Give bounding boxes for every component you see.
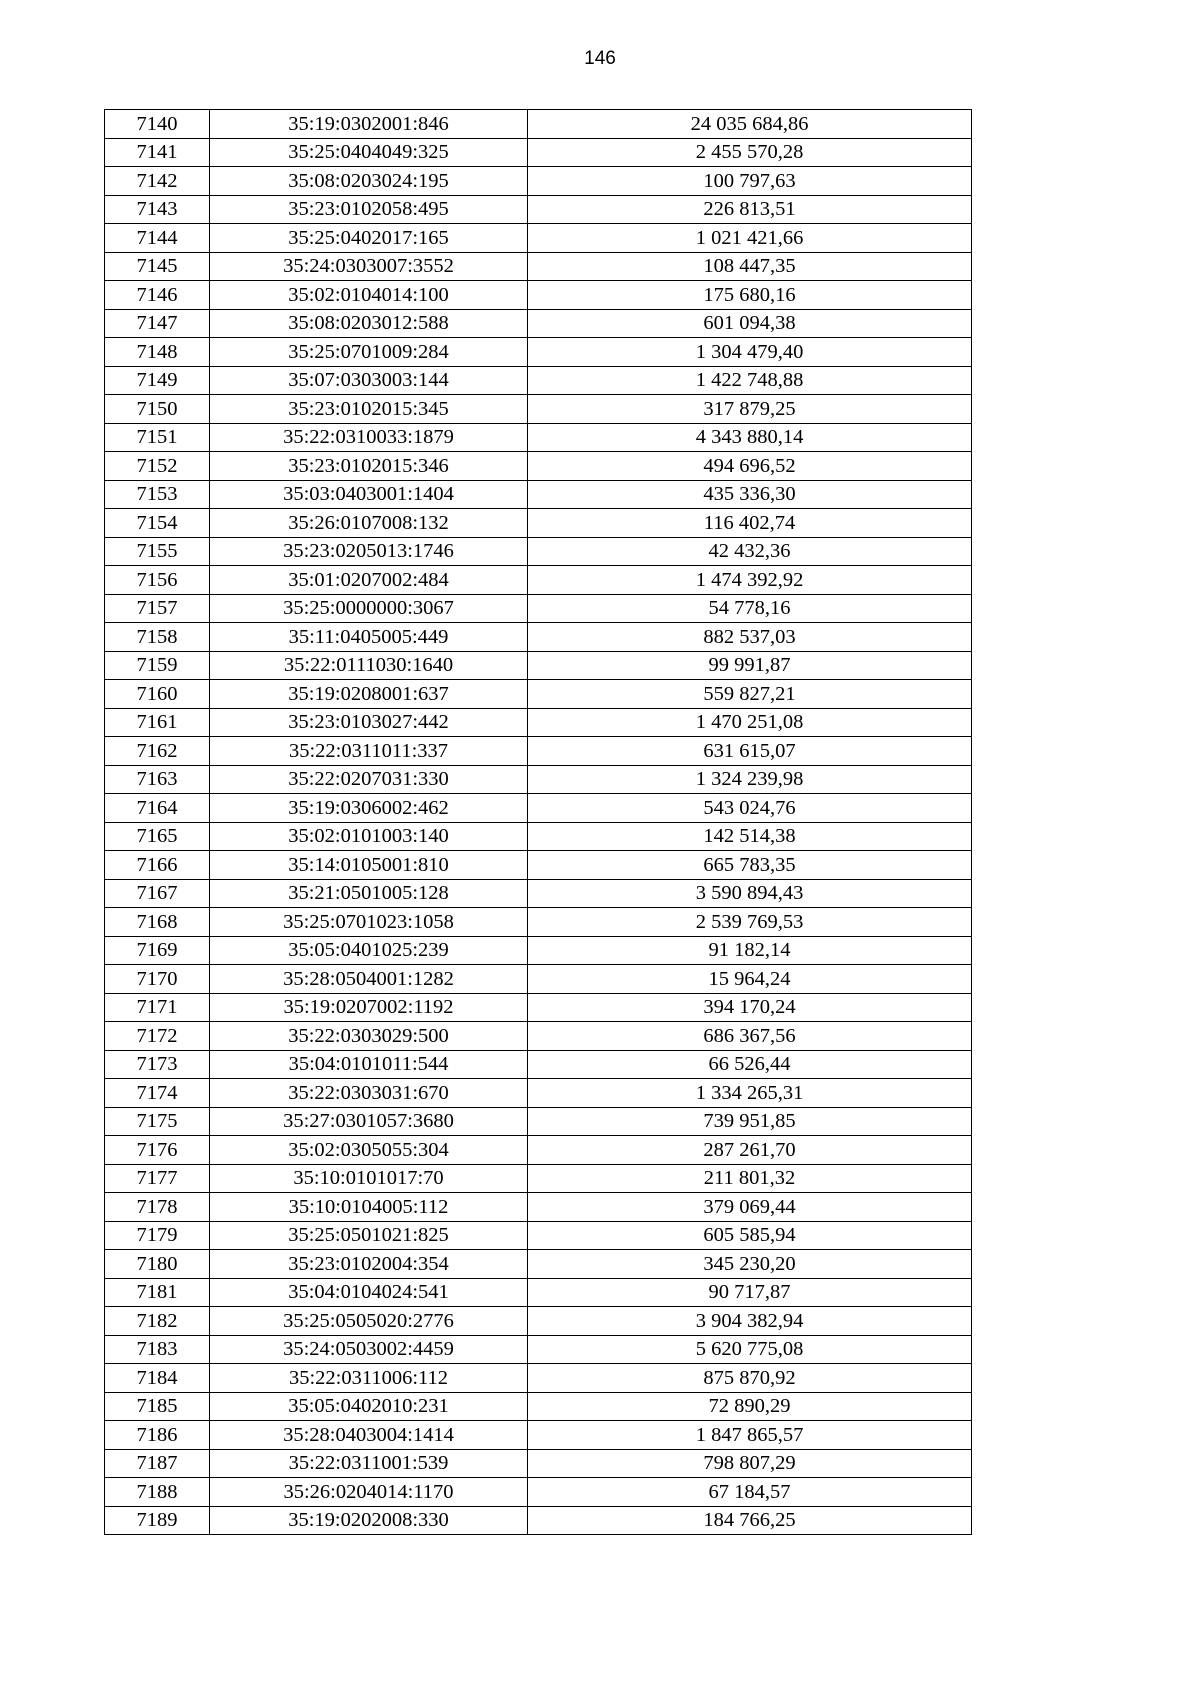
value-cell: 91 182,14 [528, 936, 972, 965]
value-cell: 882 537,03 [528, 623, 972, 652]
row-number-cell: 7189 [105, 1506, 210, 1535]
cadastral-number-cell: 35:21:0501005:128 [210, 879, 528, 908]
table-row [105, 851, 972, 880]
row-number-cell: 7180 [105, 1250, 210, 1279]
row-number-cell: 7158 [105, 623, 210, 652]
cadastral-number-cell: 35:19:0306002:462 [210, 794, 528, 823]
value-cell: 1 334 265,31 [528, 1079, 972, 1108]
table-row [105, 395, 972, 424]
value-cell: 24 035 684,86 [528, 110, 972, 139]
value-cell: 631 615,07 [528, 737, 972, 766]
row-number-cell: 7170 [105, 965, 210, 994]
row-number-cell: 7163 [105, 765, 210, 794]
table-row [105, 1193, 972, 1222]
value-cell: 394 170,24 [528, 993, 972, 1022]
cadastral-number-cell: 35:25:0501021:825 [210, 1221, 528, 1250]
table-row [105, 566, 972, 595]
cadastral-number-cell: 35:26:0204014:1170 [210, 1478, 528, 1507]
cadastral-number-cell: 35:19:0302001:846 [210, 110, 528, 139]
table-row [105, 1022, 972, 1051]
value-cell: 3 590 894,43 [528, 879, 972, 908]
value-cell: 54 778,16 [528, 594, 972, 623]
table-row [105, 309, 972, 338]
table-row [105, 1250, 972, 1279]
cadastral-number-cell: 35:24:0303007:3552 [210, 252, 528, 281]
value-cell: 1 021 421,66 [528, 224, 972, 253]
value-cell: 2 539 769,53 [528, 908, 972, 937]
row-number-cell: 7184 [105, 1364, 210, 1393]
table-row [105, 936, 972, 965]
cadastral-number-cell: 35:05:0401025:239 [210, 936, 528, 965]
value-cell: 435 336,30 [528, 480, 972, 509]
cadastral-number-cell: 35:04:0104024:541 [210, 1278, 528, 1307]
row-number-cell: 7185 [105, 1392, 210, 1421]
table-row [105, 879, 972, 908]
cadastral-number-cell: 35:10:0101017:70 [210, 1164, 528, 1193]
table-row [105, 993, 972, 1022]
row-number-cell: 7150 [105, 395, 210, 424]
table-row [105, 1392, 972, 1421]
cadastral-number-cell: 35:05:0402010:231 [210, 1392, 528, 1421]
value-cell: 665 783,35 [528, 851, 972, 880]
cadastral-number-cell: 35:28:0504001:1282 [210, 965, 528, 994]
row-number-cell: 7171 [105, 993, 210, 1022]
row-number-cell: 7172 [105, 1022, 210, 1051]
cadastral-number-cell: 35:19:0207002:1192 [210, 993, 528, 1022]
cadastral-number-cell: 35:23:0102058:495 [210, 195, 528, 224]
table-row [105, 1107, 972, 1136]
row-number-cell: 7179 [105, 1221, 210, 1250]
row-number-cell: 7176 [105, 1136, 210, 1165]
row-number-cell: 7178 [105, 1193, 210, 1222]
row-number-cell: 7169 [105, 936, 210, 965]
value-cell: 605 585,94 [528, 1221, 972, 1250]
value-cell: 15 964,24 [528, 965, 972, 994]
row-number-cell: 7188 [105, 1478, 210, 1507]
row-number-cell: 7145 [105, 252, 210, 281]
value-cell: 494 696,52 [528, 452, 972, 481]
row-number-cell: 7156 [105, 566, 210, 595]
value-cell: 1 847 865,57 [528, 1421, 972, 1450]
table-row [105, 366, 972, 395]
cadastral-number-cell: 35:23:0102015:345 [210, 395, 528, 424]
cadastral-number-cell: 35:01:0207002:484 [210, 566, 528, 595]
cadastral-number-cell: 35:19:0208001:637 [210, 680, 528, 709]
row-number-cell: 7146 [105, 281, 210, 310]
table-row [105, 338, 972, 367]
row-number-cell: 7147 [105, 309, 210, 338]
value-cell: 142 514,38 [528, 822, 972, 851]
row-number-cell: 7173 [105, 1050, 210, 1079]
value-cell: 317 879,25 [528, 395, 972, 424]
row-number-cell: 7161 [105, 708, 210, 737]
cadastral-number-cell: 35:02:0101003:140 [210, 822, 528, 851]
row-number-cell: 7175 [105, 1107, 210, 1136]
value-cell: 1 474 392,92 [528, 566, 972, 595]
table-row [105, 110, 972, 139]
value-cell: 100 797,63 [528, 167, 972, 196]
cadastral-number-cell: 35:25:0505020:2776 [210, 1307, 528, 1336]
table-row [105, 1364, 972, 1393]
cadastral-number-cell: 35:23:0103027:442 [210, 708, 528, 737]
table-row [105, 281, 972, 310]
cadastral-number-cell: 35:23:0102004:354 [210, 1250, 528, 1279]
cadastral-number-cell: 35:22:0111030:1640 [210, 651, 528, 680]
table-row [105, 737, 972, 766]
table-row [105, 509, 972, 538]
value-cell: 601 094,38 [528, 309, 972, 338]
table-row [105, 167, 972, 196]
row-number-cell: 7187 [105, 1449, 210, 1478]
table-row [105, 1478, 972, 1507]
row-number-cell: 7167 [105, 879, 210, 908]
cadastral-number-cell: 35:03:0403001:1404 [210, 480, 528, 509]
table-row [105, 195, 972, 224]
row-number-cell: 7140 [105, 110, 210, 139]
row-number-cell: 7165 [105, 822, 210, 851]
table-row [105, 252, 972, 281]
cadastral-number-cell: 35:08:0203012:588 [210, 309, 528, 338]
table-row [105, 708, 972, 737]
table-row [105, 1506, 972, 1535]
cadastral-number-cell: 35:22:0303029:500 [210, 1022, 528, 1051]
table-row [105, 224, 972, 253]
table-row [105, 822, 972, 851]
table-row [105, 537, 972, 566]
row-number-cell: 7166 [105, 851, 210, 880]
value-cell: 99 991,87 [528, 651, 972, 680]
row-number-cell: 7182 [105, 1307, 210, 1336]
table-row [105, 138, 972, 167]
value-cell: 1 324 239,98 [528, 765, 972, 794]
cadastral-number-cell: 35:25:0404049:325 [210, 138, 528, 167]
value-cell: 1 422 748,88 [528, 366, 972, 395]
table-row [105, 765, 972, 794]
table-row [105, 452, 972, 481]
table-row [105, 1307, 972, 1336]
cadastral-number-cell: 35:02:0104014:100 [210, 281, 528, 310]
value-cell: 211 801,32 [528, 1164, 972, 1193]
page-number: 146 [584, 48, 616, 69]
cadastral-number-cell: 35:28:0403004:1414 [210, 1421, 528, 1450]
cadastral-number-cell: 35:23:0205013:1746 [210, 537, 528, 566]
value-cell: 226 813,51 [528, 195, 972, 224]
row-number-cell: 7183 [105, 1335, 210, 1364]
cadastral-number-cell: 35:14:0105001:810 [210, 851, 528, 880]
value-cell: 72 890,29 [528, 1392, 972, 1421]
registry-table-body [105, 110, 972, 1535]
value-cell: 4 343 880,14 [528, 423, 972, 452]
table-row [105, 594, 972, 623]
row-number-cell: 7149 [105, 366, 210, 395]
cadastral-number-cell: 35:10:0104005:112 [210, 1193, 528, 1222]
value-cell: 90 717,87 [528, 1278, 972, 1307]
value-cell: 66 526,44 [528, 1050, 972, 1079]
value-cell: 379 069,44 [528, 1193, 972, 1222]
row-number-cell: 7148 [105, 338, 210, 367]
table-row [105, 965, 972, 994]
value-cell: 175 680,16 [528, 281, 972, 310]
table-row [105, 480, 972, 509]
cadastral-number-cell: 35:11:0405005:449 [210, 623, 528, 652]
table-row [105, 908, 972, 937]
table-row [105, 794, 972, 823]
cadastral-number-cell: 35:27:0301057:3680 [210, 1107, 528, 1136]
value-cell: 345 230,20 [528, 1250, 972, 1279]
row-number-cell: 7155 [105, 537, 210, 566]
row-number-cell: 7168 [105, 908, 210, 937]
table-row [105, 423, 972, 452]
row-number-cell: 7141 [105, 138, 210, 167]
cadastral-number-cell: 35:22:0207031:330 [210, 765, 528, 794]
row-number-cell: 7142 [105, 167, 210, 196]
cadastral-number-cell: 35:22:0310033:1879 [210, 423, 528, 452]
row-number-cell: 7174 [105, 1079, 210, 1108]
cadastral-number-cell: 35:07:0303003:144 [210, 366, 528, 395]
row-number-cell: 7160 [105, 680, 210, 709]
value-cell: 116 402,74 [528, 509, 972, 538]
value-cell: 1 304 479,40 [528, 338, 972, 367]
row-number-cell: 7159 [105, 651, 210, 680]
table-row [105, 1278, 972, 1307]
row-number-cell: 7164 [105, 794, 210, 823]
registry-table [104, 109, 972, 1535]
value-cell: 3 904 382,94 [528, 1307, 972, 1336]
value-cell: 543 024,76 [528, 794, 972, 823]
value-cell: 559 827,21 [528, 680, 972, 709]
cadastral-number-cell: 35:24:0503002:4459 [210, 1335, 528, 1364]
table-row [105, 1136, 972, 1165]
cadastral-number-cell: 35:22:0303031:670 [210, 1079, 528, 1108]
value-cell: 184 766,25 [528, 1506, 972, 1535]
row-number-cell: 7162 [105, 737, 210, 766]
table-row [105, 1050, 972, 1079]
row-number-cell: 7157 [105, 594, 210, 623]
table-row [105, 1335, 972, 1364]
value-cell: 5 620 775,08 [528, 1335, 972, 1364]
value-cell: 287 261,70 [528, 1136, 972, 1165]
cadastral-number-cell: 35:26:0107008:132 [210, 509, 528, 538]
value-cell: 67 184,57 [528, 1478, 972, 1507]
table-row [105, 1164, 972, 1193]
cadastral-number-cell: 35:25:0000000:3067 [210, 594, 528, 623]
value-cell: 686 367,56 [528, 1022, 972, 1051]
cadastral-number-cell: 35:25:0701023:1058 [210, 908, 528, 937]
cadastral-number-cell: 35:23:0102015:346 [210, 452, 528, 481]
value-cell: 739 951,85 [528, 1107, 972, 1136]
value-cell: 108 447,35 [528, 252, 972, 281]
row-number-cell: 7151 [105, 423, 210, 452]
row-number-cell: 7152 [105, 452, 210, 481]
row-number-cell: 7177 [105, 1164, 210, 1193]
cadastral-number-cell: 35:08:0203024:195 [210, 167, 528, 196]
cadastral-number-cell: 35:04:0101011:544 [210, 1050, 528, 1079]
row-number-cell: 7144 [105, 224, 210, 253]
table-row [105, 680, 972, 709]
cadastral-number-cell: 35:22:0311001:539 [210, 1449, 528, 1478]
table-row [105, 651, 972, 680]
value-cell: 875 870,92 [528, 1364, 972, 1393]
cadastral-number-cell: 35:22:0311011:337 [210, 737, 528, 766]
value-cell: 42 432,36 [528, 537, 972, 566]
value-cell: 798 807,29 [528, 1449, 972, 1478]
table-row [105, 623, 972, 652]
table-row [105, 1221, 972, 1250]
table-row [105, 1449, 972, 1478]
cadastral-number-cell: 35:25:0701009:284 [210, 338, 528, 367]
table-row [105, 1079, 972, 1108]
row-number-cell: 7186 [105, 1421, 210, 1450]
cadastral-number-cell: 35:19:0202008:330 [210, 1506, 528, 1535]
row-number-cell: 7143 [105, 195, 210, 224]
cadastral-number-cell: 35:22:0311006:112 [210, 1364, 528, 1393]
value-cell: 1 470 251,08 [528, 708, 972, 737]
row-number-cell: 7154 [105, 509, 210, 538]
table-row [105, 1421, 972, 1450]
value-cell: 2 455 570,28 [528, 138, 972, 167]
row-number-cell: 7153 [105, 480, 210, 509]
cadastral-number-cell: 35:25:0402017:165 [210, 224, 528, 253]
cadastral-number-cell: 35:02:0305055:304 [210, 1136, 528, 1165]
row-number-cell: 7181 [105, 1278, 210, 1307]
